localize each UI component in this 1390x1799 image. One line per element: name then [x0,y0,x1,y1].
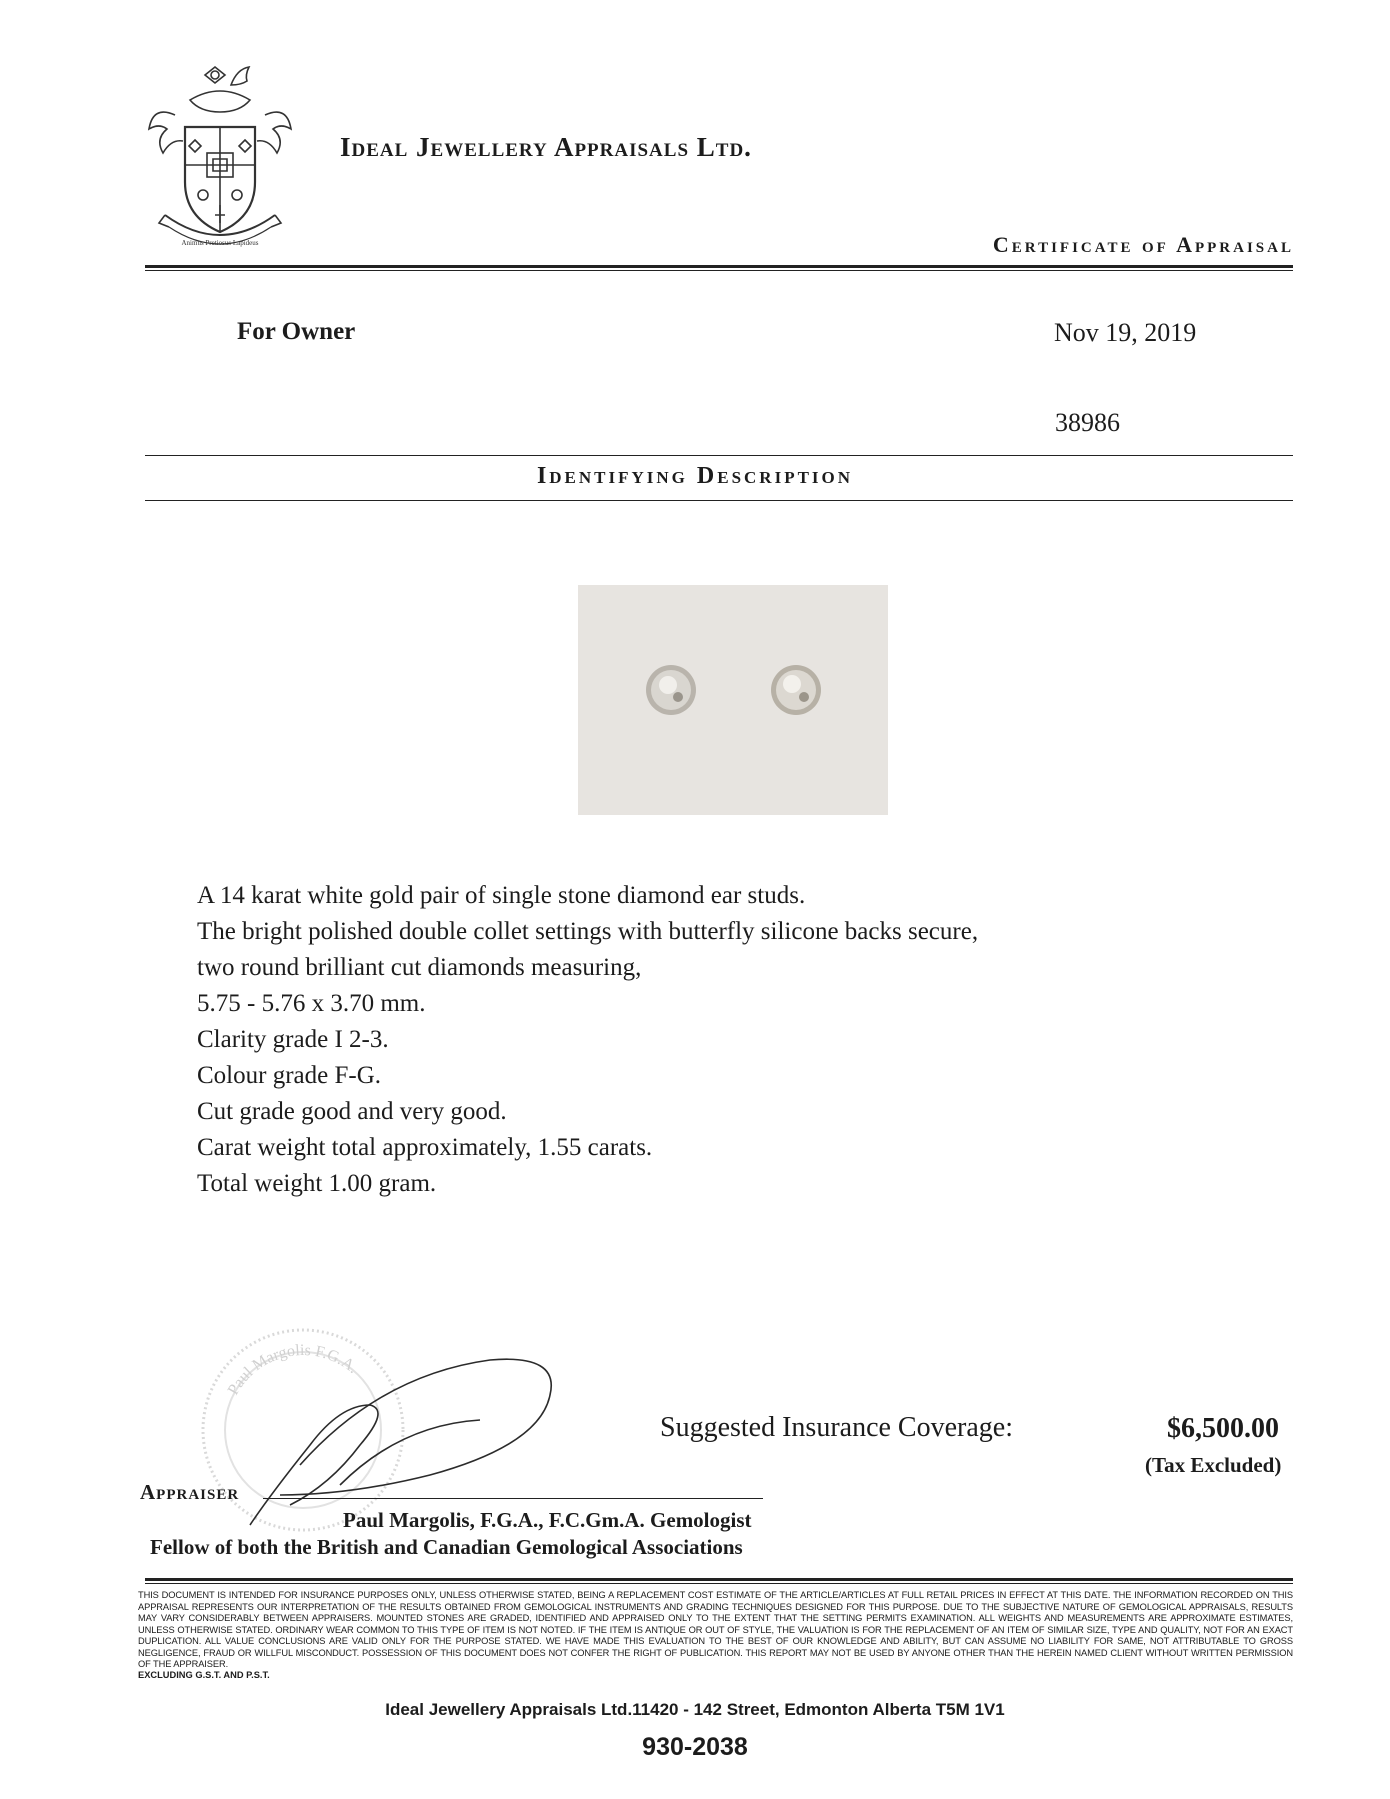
description-line: 5.75 - 5.76 x 3.70 mm. [197,990,426,1017]
description-line: The bright polished double collet settings with butterfly silicone backs secure, [197,918,979,945]
company-crest-logo [145,55,295,255]
description-line: Total weight 1.00 gram. [197,1170,437,1197]
section-rule-top [145,455,1293,456]
header-rule-thin [145,270,1293,271]
seal-text: Paul Margolis F.G.A. [224,1341,362,1398]
appraisal-date: Nov 19, 2019 [1054,318,1197,347]
footer-rule [145,1578,1293,1581]
disclaimer-text: THIS DOCUMENT IS INTENDED FOR INSURANCE PURPOSES ONLY, UNLESS OTHERWISE STATED, BEING A REPLACEMENT COST ESTIMATE OF THE ARTICLE/ARTICLES AT FULL RETAIL PRICES IN EFFECT AT THIS DATE. THE INFORMATION RECORDED ON THIS APPRAISAL REPRESENTS OUR INTERPRETATION OF THE RESULTS OBTAINED FROM GEMOLOGICAL INSTRUMENTS AND GRADING TECHNIQUES DESIGNED FOR THIS PURPOSE. DUE TO THE SUBJECTIVE NATURE OF GEMOLOGICAL APPRAISALS, RESULTS MAY VARY CONSIDERABLY BETWEEN APPRAISERS. MOUNTED STONES ARE GRADED, IDENTIFIED AND APPRAISED ONLY TO THE EXTENT THAT THE SETTING PERMITS EXAMINATION. ALL WEIGHTS AND MEASUREMENTS ARE APPROXIMATE ESTIMATES, UNLESS OTHERWISE STATED. ORDINARY WEAR COMMON TO THIS TYPE OF ITEM IS NOT NOTED. IF THE ITEM IS ANTIQUE OR OUT OF STYLE, THE VALUATION IS FOR THE REPLACEMENT OF AN ITEM OF SIMILAR SIZE, TYPE AND QUALITY, NOT FOR AN EXACT DUPLICATION. ALL VALUE CONCLUSIONS ARE VALID ONLY FOR THE PURPOSE STATED. WE HAVE MADE THIS EVALUATION TO THE BEST OF OUR KNOWLEDGE AND ABILITY, BUT CAN ASSUME NO LIABILITY FOR SAME, NOT ATTRIBUTABLE TO GROSS NEGLIGENCE, FRAUD OR WILLFUL MISCONDUCT. POSSESSION OF THIS DOCUMENT DOES NOT CONFER THE RIGHT OF PUBLICATION. THIS REPORT MAY NOT BE USED BY ANYONE OTHER THAN THE HEREIN NAMED CLIENT WITHOUT WRITTEN PERMISSION OF THE APPRAISER. [138,1590,1293,1669]
description-line: Clarity grade I 2-3. [197,1026,389,1053]
right-diamond-stud [771,665,821,715]
earrings-photo [578,585,888,815]
signature-line [263,1498,763,1499]
appraiser-fellowship: Fellow of both the British and Canadian Gemological Associations [150,1535,743,1559]
footer-address: Ideal Jewellery Appraisals Ltd.11420 - 142 Street, Edmonton Alberta T5M 1V1 [385,1700,1005,1719]
item-description [197,878,978,1202]
disclaimer-tax-note: EXCLUDING G.S.T. AND P.S.T. [138,1670,270,1680]
owner-label: For Owner [237,318,356,345]
appraiser-name: Paul Margolis, F.G.A., F.C.Gm.A. Gemologist [343,1508,752,1532]
description-line: Colour grade F-G. [197,1062,381,1089]
tax-excluded-note: (Tax Excluded) [1145,1453,1282,1477]
description-line: Carat weight total approximately, 1.55 carats. [197,1134,653,1161]
certificate-title: Certificate of Appraisal [992,232,1294,257]
description-line: two round brilliant cut diamonds measuring, [197,954,642,981]
footer-phone: 930-2038 [642,1733,748,1761]
company-name: Ideal Jewellery Appraisals Ltd. [340,132,752,162]
section-rule-bottom [145,500,1293,501]
appraisal-number: 38986 [1055,408,1120,437]
coverage-label: Suggested Insurance Coverage: [660,1412,1013,1443]
crest-motto: Animus Pretiosus Lapideus [181,239,259,247]
coverage-value: $6,500.00 [1167,1413,1279,1444]
footer-rule-thin [145,1583,1293,1584]
appraiser-label: Appraiser [140,1480,240,1504]
description-line: Cut grade good and very good. [197,1098,507,1125]
description-line: A 14 karat white gold pair of single stone diamond ear studs. [197,882,806,909]
header-rule [145,265,1293,268]
section-title: Identifying Description [536,463,854,489]
left-diamond-stud [646,665,696,715]
